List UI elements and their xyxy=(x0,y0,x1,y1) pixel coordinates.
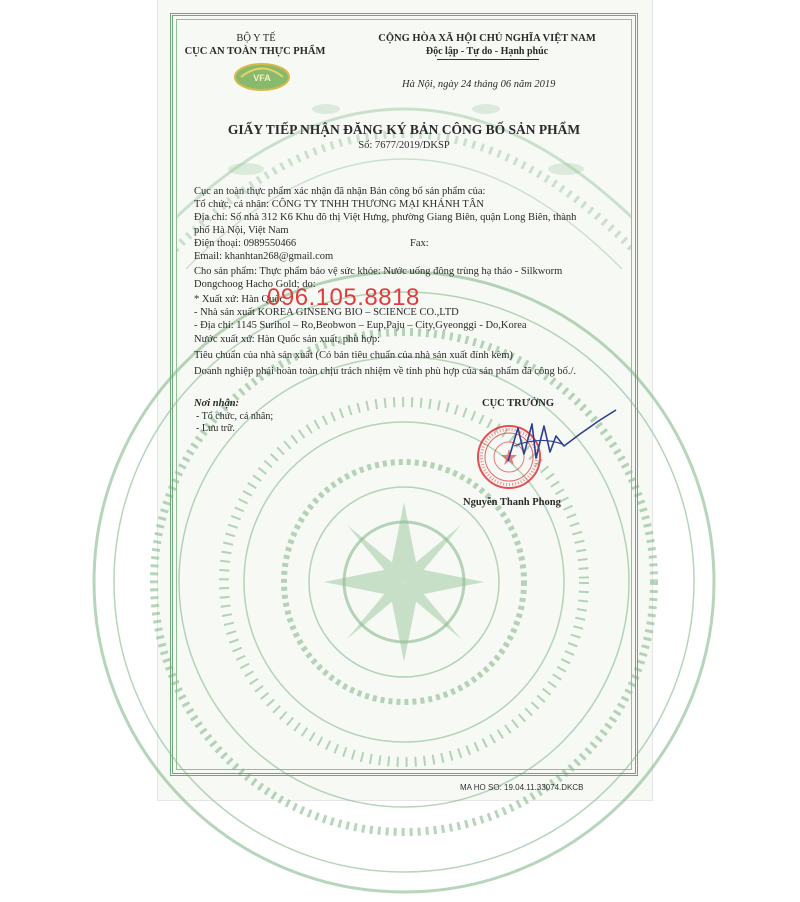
phone-line: Điện thoại: 0989550466 xyxy=(194,238,297,249)
email-line: Email: khanhtan268@gmail.com xyxy=(194,251,334,262)
recipient-item-1: - Tổ chức, cá nhân; xyxy=(196,411,274,422)
signer-role: CỤC TRƯỞNG xyxy=(482,398,555,409)
signer-name: Nguyễn Thanh Phong xyxy=(463,497,561,508)
address-line-1: Địa chỉ: Số nhà 312 K6 Khu đô thị Việt Hưng, phường Giang Biên, quận Long Biên, thành xyxy=(194,212,577,223)
recipient-item-2: - Lưu trữ. xyxy=(196,423,235,434)
standard-line: Tiêu chuẩn của nhà sản xuất (Có bản tiêu chuẩn của nhà sản xuất đính kèm) xyxy=(194,350,513,361)
dossier-code: MA HO SO: 19.04.11.33074.DKCB xyxy=(460,783,584,792)
product-line-1: Cho sản phẩm: Thực phẩm bảo vệ sức khỏe: Nước uống đông trùng hạ thảo - Silkworm xyxy=(194,266,563,277)
phone-watermark: 096.105.8818 xyxy=(267,284,420,311)
document-number: Số: 7677/2019/DKSP xyxy=(358,140,450,151)
document-title: GIẤY TIẾP NHẬN ĐĂNG KÝ BẢN CÔNG BỐ SẢN PHẨM xyxy=(227,122,581,137)
issue-date: Hà Nội, ngày 24 tháng 06 năm 2019 xyxy=(402,79,556,90)
responsibility-line: Doanh nghiệp phải hoàn toàn chịu trách nhiệm về tính phù hợp của sản phẩm đã công bố./. xyxy=(194,366,576,377)
export-origin-line: Nước xuất xứ: Hàn Quốc sản xuất, phù hợp: xyxy=(194,334,381,345)
vfa-logo-icon xyxy=(233,62,291,92)
manufacturer-line: - Nhà sản xuất KOREA GINSENG BIO – SCIENCE CO.,LTD xyxy=(194,307,459,318)
manufacturer-address: - Địa chỉ: 1145 Surihol – Ro,Beobwon – Eup,Paju – City,Gyeonggi - Do,Korea xyxy=(194,320,527,331)
handwritten-signature xyxy=(500,406,620,476)
product-line-2: Dongchoog Hacho Gold; do: xyxy=(194,279,316,290)
ministry-name: BỘ Y TẾ xyxy=(236,33,276,44)
origin-line: * Xuất xứ: Hàn Quốc xyxy=(194,294,285,305)
intro-text: Cục an toàn thực phẩm xác nhận đã nhận Bản công bố sản phẩm của: xyxy=(194,186,486,197)
national-motto: Độc lập - Tự do - Hạnh phúc xyxy=(425,46,549,57)
recipients-heading: Nơi nhận: xyxy=(194,398,240,409)
address-line-2: phố Hà Nội, Việt Nam xyxy=(194,225,289,236)
fax-line: Fax: xyxy=(410,238,429,249)
nation-name: CỘNG HÒA XÃ HỘI CHỦ NGHĨA VIỆT NAM xyxy=(378,33,596,44)
department-name: CỤC AN TOÀN THỰC PHẨM xyxy=(184,46,326,57)
motto-underline xyxy=(437,59,539,60)
organization-line: Tổ chức, cá nhân: CÔNG TY TNHH THƯƠNG MẠI KHÁNH TÂN xyxy=(194,199,485,210)
svg-text:VFA: VFA xyxy=(253,73,271,83)
